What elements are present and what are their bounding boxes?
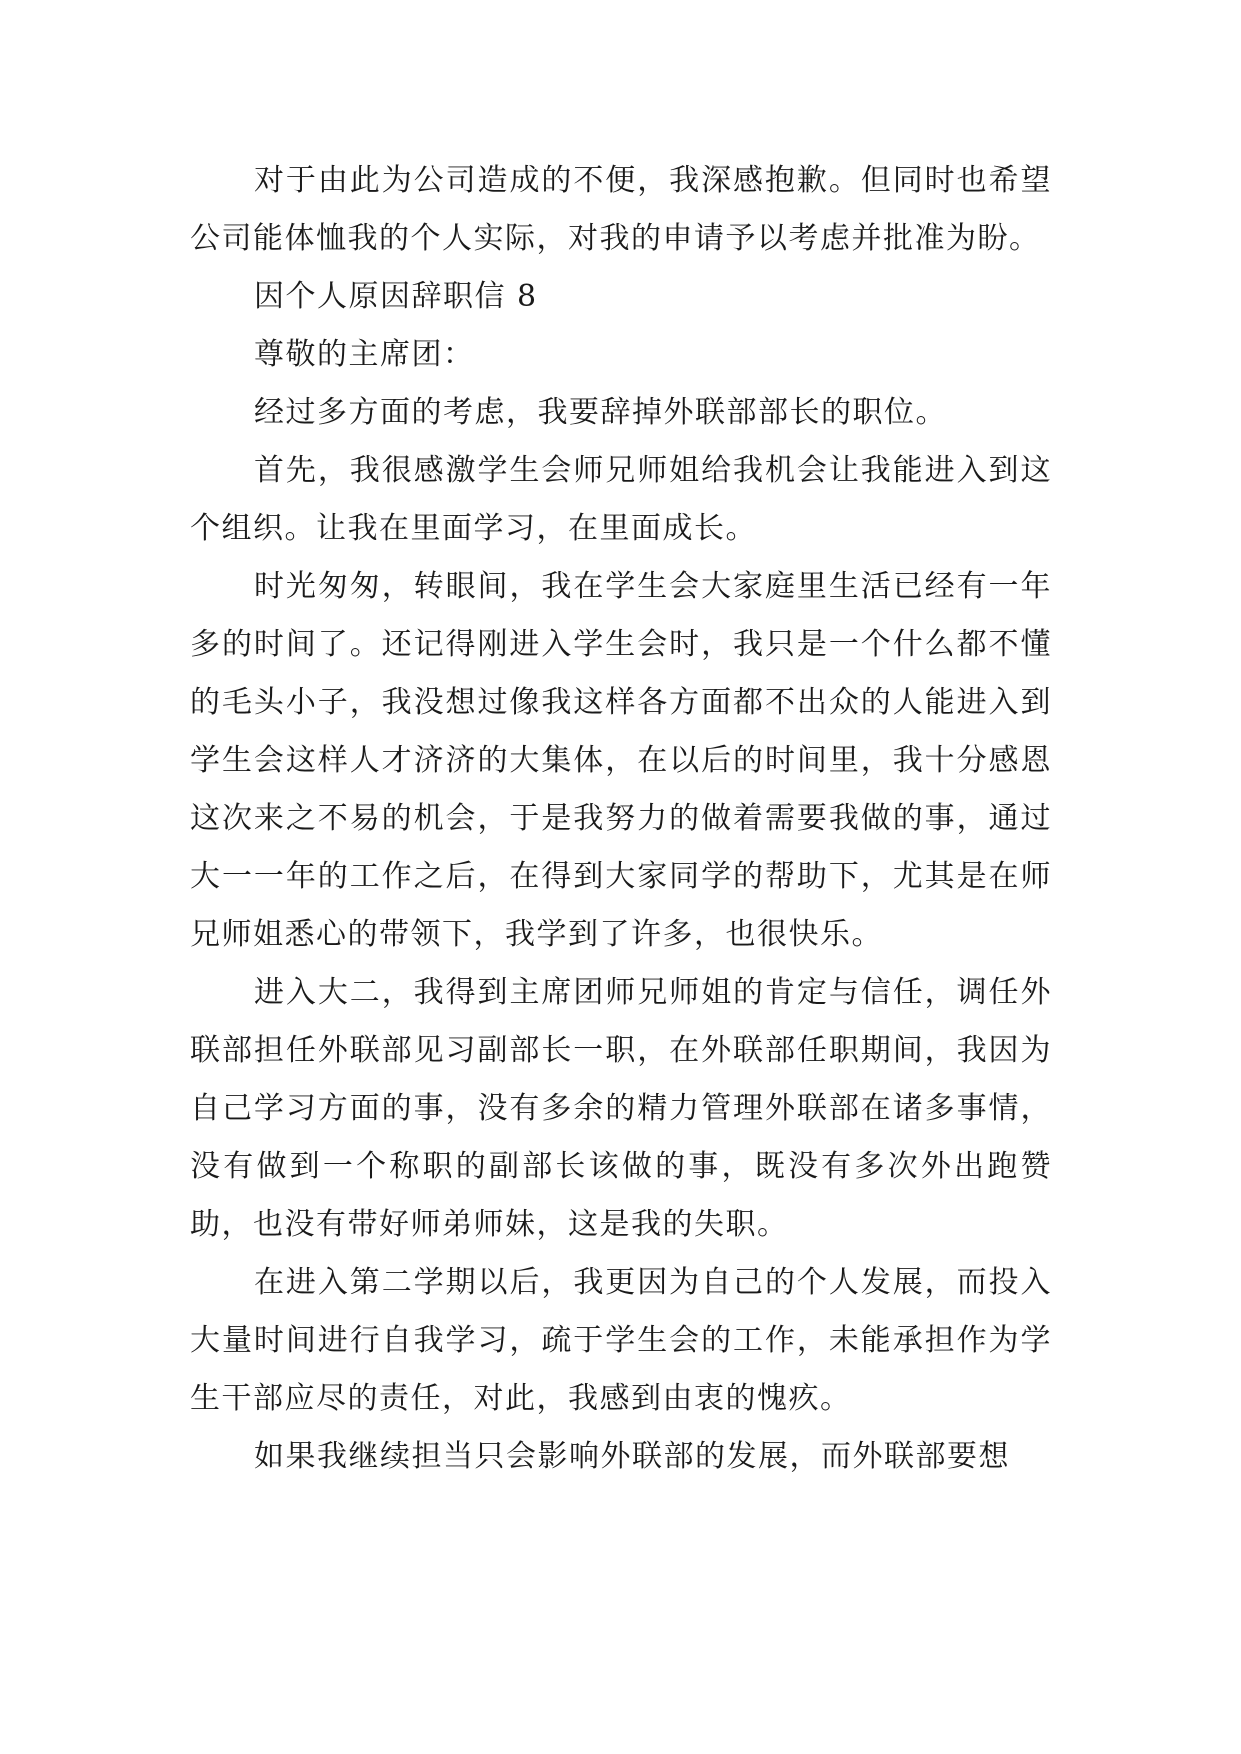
- paragraph-gratitude: 首先，我很感激学生会师兄师姐给我机会让我能进入到这个组织。让我在里面学习，在里面成长。: [190, 453, 1052, 546]
- paragraph-apology: 对于由此为公司造成的不便，我深感抱歉。但同时也希望公司能体恤我的个人实际，对我的申请予以考虑并批准为盼。: [190, 163, 1052, 256]
- paragraph-resignation-intent: 经过多方面的考虑，我要辞掉外联部部长的职位。: [254, 395, 947, 430]
- paragraph-second-year: 进入大二，我得到主席团师兄师姐的肯定与信任，调任外联部担任外联部见习副部长一职，在外联部任职期间，我因为自己学习方面的事，没有多余的精力管理外联部在诸多事情，没有做到一个称职的副部长该做的事，既没有多次外出跑赞助，也没有带好师弟师妹，这是我的失职。: [190, 975, 1052, 1242]
- letter-heading: 因个人原因辞职信 8: [254, 279, 538, 314]
- salutation: 尊敬的主席团：: [254, 337, 475, 372]
- paragraph-second-term: 在进入第二学期以后，我更因为自己的个人发展，而投入大量时间进行自我学习，疏于学生会的工作，未能承担作为学生干部应尽的责任，对此，我感到由衷的愧疚。: [190, 1265, 1052, 1416]
- paragraph-experience: 时光匆匆，转眼间，我在学生会大家庭里生活已经有一年多的时间了。还记得刚进入学生会时，我只是一个什么都不懂的毛头小子，我没想过像我这样各方面都不出众的人能进入到学生会这样人才济济的大集体，在以后的时间里，我十分感恩这次来之不易的机会，于是我努力的做着需要我做的事，通过大一一年的工作之后，在得到大家同学的帮助下，尤其是在师兄师姐悉心的带领下，我学到了许多，也很快乐。: [190, 569, 1052, 952]
- paragraph-continuation: 如果我继续担当只会影响外联部的发展，而外联部要想: [254, 1439, 1010, 1474]
- document-body: [190, 152, 1052, 1486]
